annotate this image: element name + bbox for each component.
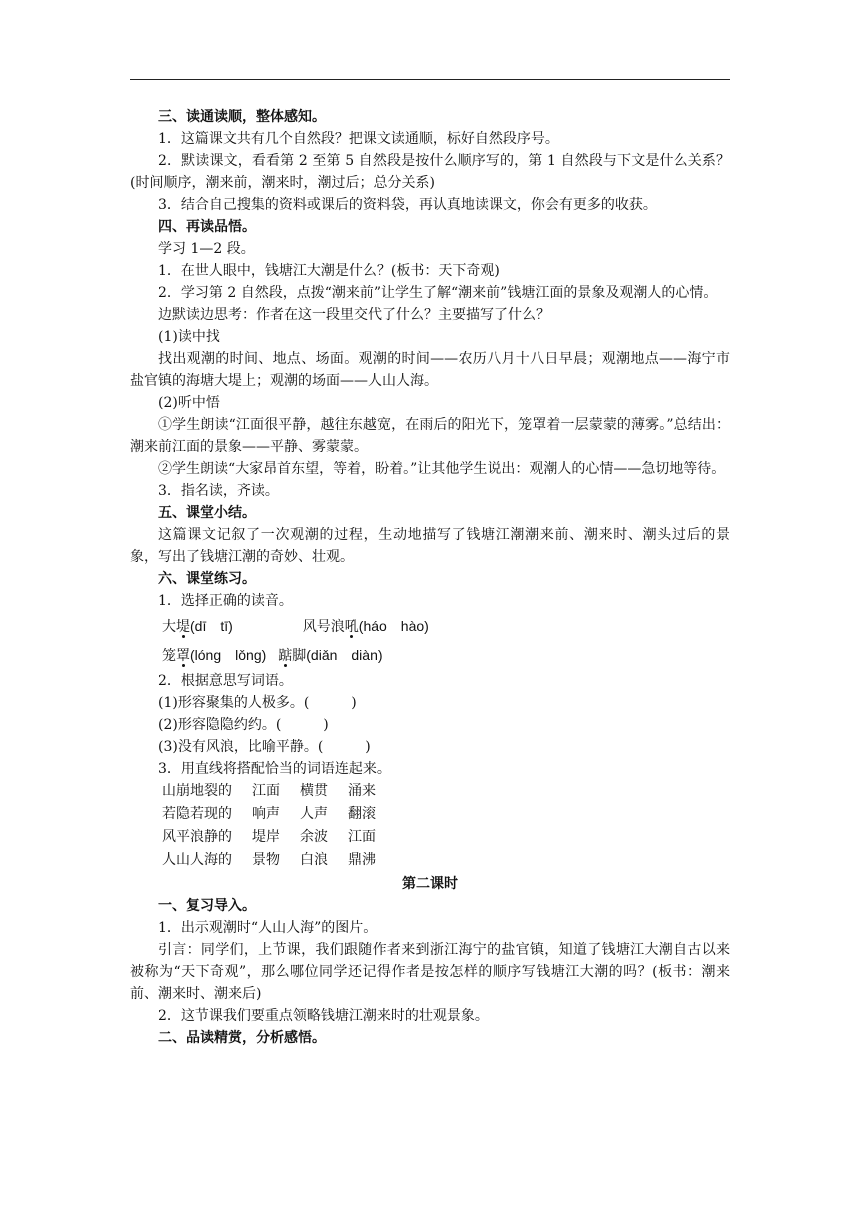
section-heading: 六、课堂练习。 [158,571,256,587]
paragraph: 2．根据意思写词语。 [158,673,293,689]
pinyin-row [130,641,730,670]
paragraph: 1．选择正确的读音。 [158,593,293,609]
match-cell: 鼎沸 [348,852,376,868]
paragraph: 找出观潮的时间、地点、场面。观潮的时间——农历八月十八日早晨；观潮地点——海宁市盐官镇的海塘大堤上；观潮的场面——人山人海。 [130,351,730,389]
match-cell: 横贯 [300,783,328,799]
section-heading: 五、课堂小结。 [158,505,256,521]
paragraph: 2．学习第 2 自然段，点拨“潮来前”让学生了解“潮来前”钱塘江面的景象及观潮人的心情。 [158,285,718,301]
word: 风号浪 [302,619,345,635]
dotted-char: 罩 [176,648,190,664]
match-cell: 人山人海的 [162,852,232,868]
dotted-char: 踮 [278,648,293,664]
paragraph: 1．这篇课文共有几个自然段？把课文读通顺，标好自然段序号。 [158,131,559,147]
match-cell: 山崩地裂的 [162,783,232,799]
match-cell: 堤岸 [252,829,280,845]
paragraph: 1．在世人眼中，钱塘江大潮是什么？(板书：天下奇观) [158,263,500,279]
pinyin-options: (háo hào) [358,618,429,634]
pinyin-options: (dī tī) [190,618,233,634]
match-cell: 江面 [252,783,280,799]
section-heading: 三、读通读顺，整体感知。 [158,109,326,125]
match-cell: 风平浪静的 [162,829,232,845]
pinyin-row [130,612,730,641]
paragraph: 2．这节课我们要重点领略钱塘江潮来时的壮观景象。 [158,1008,489,1024]
match-cell: 若隐若现的 [162,806,232,822]
paragraph: (2)听中悟 [158,395,220,411]
match-row [130,826,730,849]
pinyin-options: (lóng lǒng) [190,647,267,663]
paragraph: 2．默读课文，看看第 2 至第 5 自然段是按什么顺序写的，第 1 自然段与下文是什么关系？(时间顺序，潮来前，潮来时，潮过后；总分关系) [130,153,730,191]
paragraph: (1)读中找 [158,329,220,345]
dotted-char: 堤 [176,619,190,635]
match-row [130,780,730,803]
match-cell: 翻滚 [348,806,376,822]
paragraph: ①学生朗读“江面很平静，越往东越宽，在雨后的阳光下，笼罩着一层蒙蒙的薄雾。”总结出：潮来前江面的景象——平静、雾蒙蒙。 [130,417,730,455]
match-cell: 响声 [252,806,280,822]
paragraph: (3)没有风浪，比喻平静。( ) [158,739,371,755]
paragraph: ②学生朗读“大家昂首东望，等着，盼着。”让其他学生说出：观潮人的心情——急切地等待。 [158,461,726,477]
match-row [130,803,730,826]
dotted-char: 吼 [344,619,359,635]
match-cell: 人声 [300,806,328,822]
paragraph: 3．结合自己搜集的资料或课后的资料袋，再认真地读课文，你会有更多的收获。 [158,197,657,213]
header-rule [130,79,730,80]
match-row [130,849,730,872]
word: 脚 [292,648,307,664]
word: 笼 [162,648,176,664]
paragraph: 1．出示观潮时“人山人海”的图片。 [158,920,378,936]
paragraph: 边默读边思考：作者在这一段里交代了什么？主要描写了什么？ [158,307,550,323]
match-cell: 景物 [252,852,280,868]
section-heading: 一、复习导入。 [158,898,256,914]
paragraph: 这篇课文记叙了一次观潮的过程，生动地描写了钱塘江潮潮来前、潮来时、潮头过后的景象，写出了钱塘江潮的奇妙、壮观。 [130,527,730,565]
paragraph: (2)形容隐隐约约。( ) [158,717,329,733]
section-heading: 四、再读品悟。 [158,219,256,235]
match-cell: 余波 [300,829,328,845]
pinyin-options: (diǎn diàn) [306,647,383,663]
paragraph: 3．指名读，齐读。 [158,483,279,499]
lesson-title: 第二课时 [402,876,458,892]
paragraph: 学习 1—2 段。 [158,241,255,257]
paragraph: 3．用直线将搭配恰当的词语连起来。 [158,761,391,777]
match-cell: 江面 [348,829,376,845]
word: 大 [162,619,176,635]
paragraph: 引言：同学们，上节课，我们跟随作者来到浙江海宁的盐官镇，知道了钱塘江大潮自古以来被称为“天下奇观”，那么哪位同学还记得作者是按怎样的顺序写钱塘江大潮的吗？(板书：潮来前、潮来时、潮来后) [130,942,730,1002]
match-cell: 白浪 [300,852,328,868]
paragraph: (1)形容聚集的人极多。( ) [158,695,357,711]
match-cell: 涌来 [348,783,376,799]
section-heading: 二、品读精赏，分析感悟。 [158,1030,326,1046]
document-body [130,106,730,1049]
